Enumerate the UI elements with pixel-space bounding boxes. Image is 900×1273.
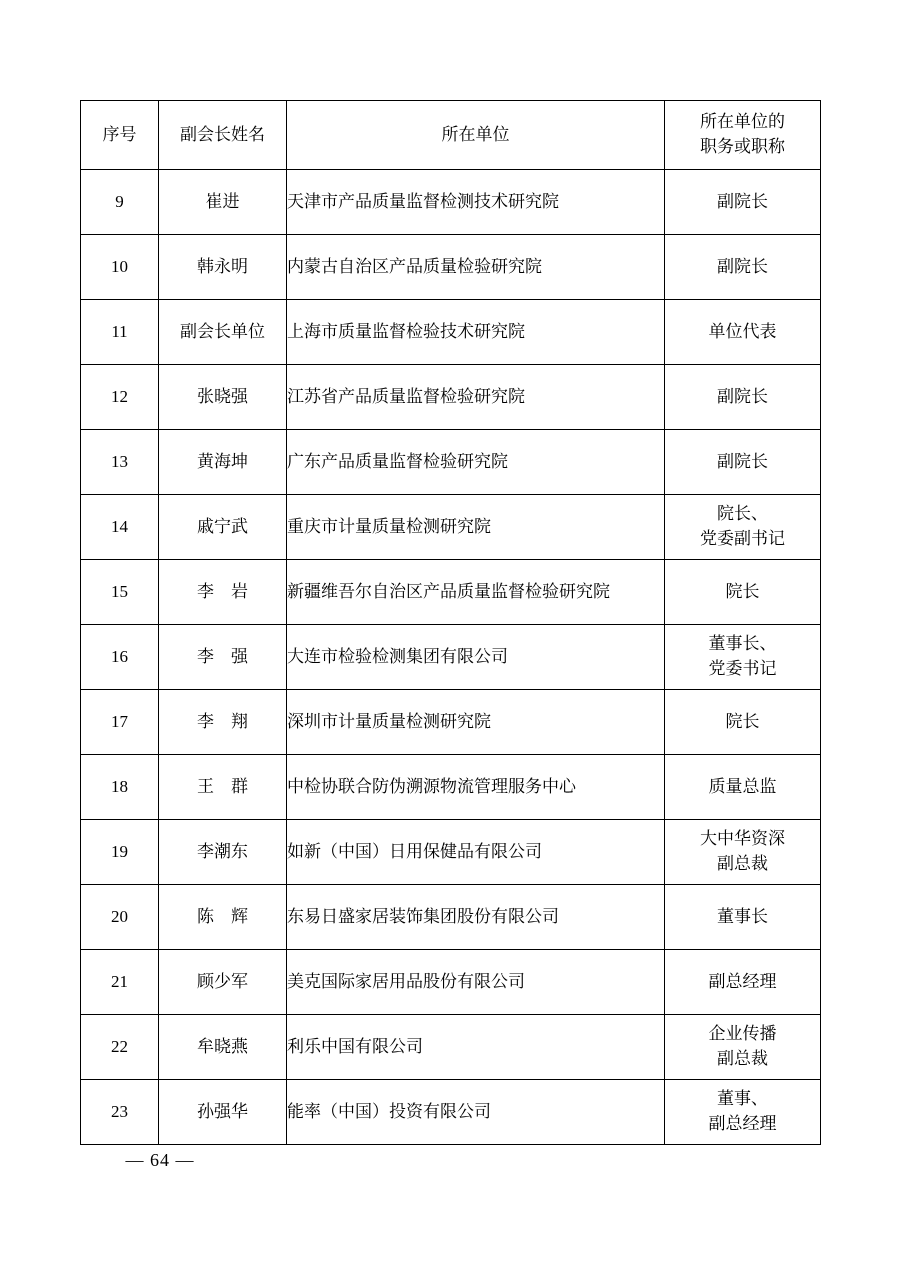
cell-title-line1: 院长	[725, 581, 760, 601]
cell-name: 张晓强	[159, 365, 287, 430]
cell-title-line1: 董事长	[717, 906, 768, 926]
cell-index: 18	[81, 755, 159, 820]
vice-president-roster-table	[80, 100, 821, 1145]
cell-name: 崔进	[159, 170, 287, 235]
cell-index: 16	[81, 625, 159, 690]
cell-name: 黄海坤	[159, 430, 287, 495]
cell-title	[665, 625, 821, 690]
cell-name: 李 岩	[159, 560, 287, 625]
cell-index: 12	[81, 365, 159, 430]
cell-unit: 大连市检验检测集团有限公司	[287, 625, 665, 690]
cell-index: 23	[81, 1080, 159, 1145]
cell-unit: 新疆维吾尔自治区产品质量监督检验研究院	[287, 560, 665, 625]
cell-name: 韩永明	[159, 235, 287, 300]
cell-title	[665, 690, 821, 755]
cell-title-line1: 院长、	[717, 504, 768, 524]
cell-unit: 上海市质量监督检验技术研究院	[287, 300, 665, 365]
table-row	[81, 885, 821, 950]
table-row	[81, 1015, 821, 1080]
cell-name: 顾少军	[159, 950, 287, 1015]
cell-name: 李 翔	[159, 690, 287, 755]
cell-title-line1: 单位代表	[708, 321, 777, 341]
column-header-title	[665, 101, 821, 170]
roster-table-container	[80, 100, 820, 1145]
cell-name: 戚宁武	[159, 495, 287, 560]
cell-unit: 东易日盛家居装饰集团股份有限公司	[287, 885, 665, 950]
cell-name: 孙强华	[159, 1080, 287, 1145]
cell-title-line1: 大中华资深	[700, 829, 785, 849]
table-row	[81, 300, 821, 365]
cell-title	[665, 495, 821, 560]
cell-title	[665, 560, 821, 625]
cell-title-line1: 副院长	[717, 451, 768, 471]
cell-title-line2: 副总裁	[717, 854, 768, 873]
cell-unit: 如新（中国）日用保健品有限公司	[287, 820, 665, 885]
table-row	[81, 1080, 821, 1145]
cell-index: 15	[81, 560, 159, 625]
table-row	[81, 560, 821, 625]
table-header-row	[81, 101, 821, 170]
cell-title-line1: 副院长	[717, 191, 768, 211]
column-header-unit: 所在单位	[287, 101, 665, 170]
cell-unit: 内蒙古自治区产品质量检验研究院	[287, 235, 665, 300]
cell-index: 20	[81, 885, 159, 950]
table-row	[81, 365, 821, 430]
cell-title	[665, 755, 821, 820]
table-row	[81, 950, 821, 1015]
cell-title	[665, 950, 821, 1015]
table-body	[81, 170, 821, 1145]
column-header-title-line1: 所在单位的	[700, 112, 785, 132]
page-number: — 64 —	[125, 1150, 195, 1170]
table-row	[81, 625, 821, 690]
cell-index: 10	[81, 235, 159, 300]
table-row	[81, 820, 821, 885]
cell-title-line2: 副总裁	[717, 1049, 768, 1068]
cell-title-line1: 副总经理	[708, 971, 777, 991]
cell-index: 14	[81, 495, 159, 560]
cell-unit: 深圳市计量质量检测研究院	[287, 690, 665, 755]
cell-title-line1: 董事长、	[708, 634, 777, 654]
cell-index: 17	[81, 690, 159, 755]
cell-title-line1: 董事、	[717, 1089, 768, 1109]
table-row	[81, 430, 821, 495]
table-row	[81, 755, 821, 820]
table-row	[81, 170, 821, 235]
cell-title	[665, 235, 821, 300]
cell-unit: 广东产品质量监督检验研究院	[287, 430, 665, 495]
table-row	[81, 235, 821, 300]
cell-title-line2: 副总经理	[708, 1114, 777, 1133]
cell-title	[665, 1080, 821, 1145]
cell-title-line1: 质量总监	[708, 776, 777, 796]
cell-title-line2: 党委副书记	[700, 529, 785, 548]
cell-index: 11	[81, 300, 159, 365]
cell-name: 李潮东	[159, 820, 287, 885]
cell-unit: 美克国际家居用品股份有限公司	[287, 950, 665, 1015]
column-header-name: 副会长姓名	[159, 101, 287, 170]
cell-index: 13	[81, 430, 159, 495]
table-row	[81, 690, 821, 755]
cell-name: 陈 辉	[159, 885, 287, 950]
cell-title	[665, 365, 821, 430]
cell-title-line1: 副院长	[717, 386, 768, 406]
cell-unit: 中检协联合防伪溯源物流管理服务中心	[287, 755, 665, 820]
cell-unit: 重庆市计量质量检测研究院	[287, 495, 665, 560]
cell-title-line1: 企业传播	[708, 1024, 777, 1044]
cell-unit: 江苏省产品质量监督检验研究院	[287, 365, 665, 430]
cell-name: 牟晓燕	[159, 1015, 287, 1080]
cell-title	[665, 300, 821, 365]
cell-index: 21	[81, 950, 159, 1015]
column-header-title-line2: 职务或职称	[700, 137, 785, 156]
cell-name: 副会长单位	[159, 300, 287, 365]
cell-index: 19	[81, 820, 159, 885]
cell-index: 22	[81, 1015, 159, 1080]
cell-title	[665, 1015, 821, 1080]
cell-unit: 利乐中国有限公司	[287, 1015, 665, 1080]
cell-unit: 天津市产品质量监督检测技术研究院	[287, 170, 665, 235]
cell-title	[665, 885, 821, 950]
cell-unit: 能率（中国）投资有限公司	[287, 1080, 665, 1145]
cell-index: 9	[81, 170, 159, 235]
cell-name: 王 群	[159, 755, 287, 820]
cell-title-line1: 副院长	[717, 256, 768, 276]
cell-title	[665, 430, 821, 495]
cell-title-line1: 院长	[725, 711, 760, 731]
table-header	[81, 101, 821, 170]
cell-title-line2: 党委书记	[708, 659, 777, 678]
cell-title	[665, 170, 821, 235]
cell-title	[665, 820, 821, 885]
table-row	[81, 495, 821, 560]
cell-name: 李 强	[159, 625, 287, 690]
column-header-index: 序号	[81, 101, 159, 170]
